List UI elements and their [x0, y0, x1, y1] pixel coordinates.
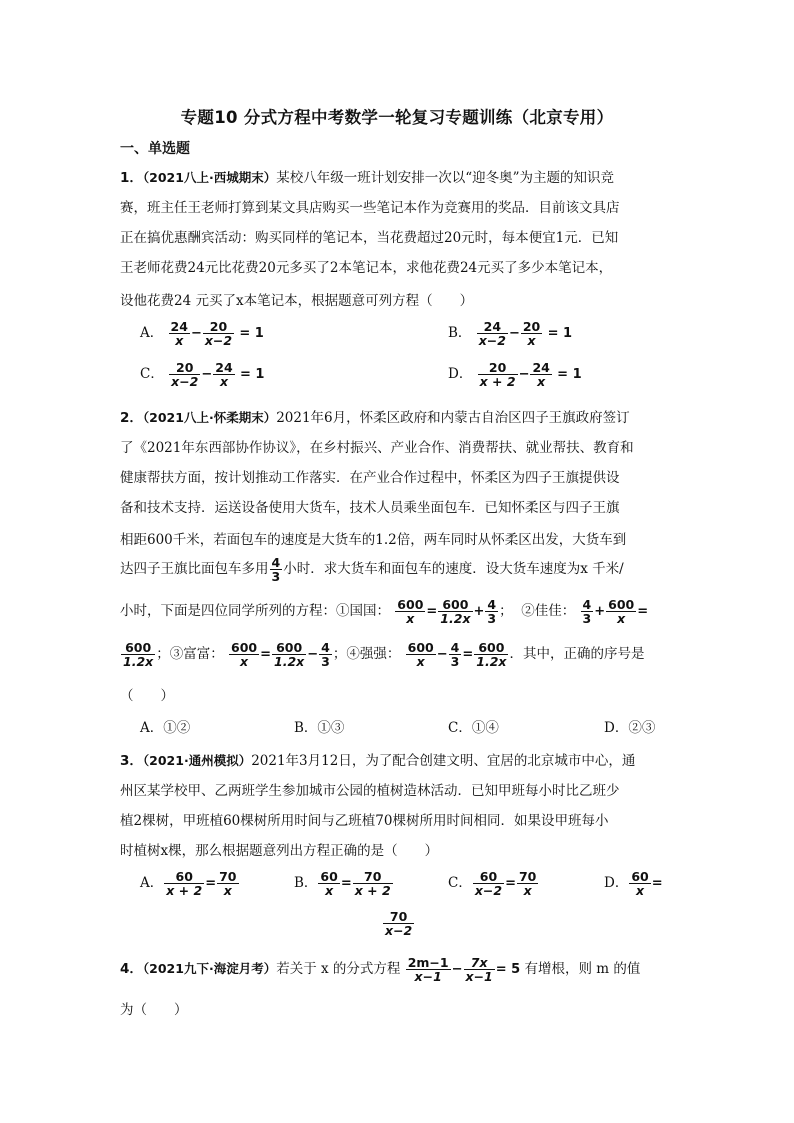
q1-line-3: 正在搞优惠酬宾活动：购买同样的笔记本，当花费超过20元时，每本便宜1元．已知 [120, 230, 619, 246]
q1-line-2: 赛，班主任王老师打算到某文具店购买一些笔记本作为竞赛用的奖品．目前该文具店 [120, 200, 620, 216]
q1-source: （2021八上·西城期末） [142, 170, 277, 185]
q1-line-1 [120, 166, 614, 186]
q1-option-d[interactable]: D． $\frac{20}{x + 2}$ − $\frac{24}{x}$ = 1 [448, 360, 582, 390]
q3-option-b[interactable]: B． $\frac{60}{x}$ = $\frac{70}{x + 2}$ [294, 869, 391, 899]
q2-source: （2021八上·怀柔期末） [142, 410, 277, 425]
q2-option-a[interactable]: A．①② [140, 720, 191, 736]
q3-option-c[interactable]: C． $\frac{60}{x-2}$ = $\frac{70}{x}$ [448, 869, 537, 899]
q1-option-b[interactable]: B． $\frac{24}{x-2}$ − $\frac{20}{x}$ = 1 [448, 319, 573, 349]
q3-line-1 [120, 749, 635, 769]
q1-option-a[interactable]: A． $\frac{24}{x}$ − $\frac{20}{x-2}$ = 1 [140, 319, 264, 349]
q4-source: （2021九下·海淀月考） [142, 961, 277, 977]
q2-line-2: 了《2021年东西部协作协议》，在乡村振兴、产业合作、消费帮扶、就业帮扶、教育和 [120, 440, 634, 456]
q3-line-3: 植2棵树，甲班植60棵树所用时间与乙班植70棵树所用时间相同．如果设甲班每小 [120, 813, 609, 829]
page-title: 专题10 分式方程中考数学一轮复习专题训练（北京专用） [180, 108, 614, 127]
section-heading: 一、单选题 [120, 141, 190, 157]
q2-option-b[interactable]: B．①③ [294, 720, 345, 736]
q2-number: 2． [120, 410, 143, 426]
q1-option-c[interactable]: C． $\frac{20}{x-2}$ − $\frac{24}{x}$ = 1 [140, 360, 265, 390]
q1-line-4: 王老师花费24元比花费20元多买了2本笔记本，求他花费24元买了多少本笔记本， [120, 260, 613, 276]
q4-line-2: 为（ ） [120, 1002, 188, 1018]
q3-number: 3． [120, 753, 143, 769]
q4-number: 4． [120, 961, 143, 978]
q2-line-6: 达四子王旗比面包车多用 $\frac{4}{3}$ 小时．求大货车和面包车的速度．设大货车速度为x 千米/ [120, 555, 624, 585]
q3-line-4: 时植树x棵，那么根据题意列出方程正确的是（ ） [120, 843, 439, 859]
q3-option-d[interactable]: D． $\frac{60}{x}$ = [604, 869, 663, 899]
q2-line-9: （ ） [120, 688, 174, 704]
q3-option-d-continued: $\frac{70}{x-2}$ [385, 909, 413, 939]
q2-option-c[interactable]: C．①④ [448, 720, 499, 736]
q1-line-5: 设他花费24 元买了x本笔记本，根据题意可列方程（ ） [120, 293, 474, 309]
q2-line-8: $\frac{600}{1.2x}$ ；③富富： $\frac{600}{x}$ = $\frac{600}{1.2x}$ − $\frac{4}{3}$ ；④强强： $\frac{600}{x}$ − $\frac{4}{3}$ = $\frac{600}{1.2x}$ ．其中，正确的序号是 [123, 640, 645, 670]
q1-text: 某校八年级一班计划安排一次以“迎冬奥”为主题的知识竞 [276, 170, 615, 186]
q1-number: 1． [120, 170, 143, 186]
q3-text: 2021年3月12日，为了配合创建文明、宜居的北京城市中心，通 [251, 753, 636, 769]
q3-line-2: 州区某学校甲、乙两班学生参加城市公园的植树造林活动．已知甲班每小时比乙班少 [120, 783, 620, 799]
q3-source: （2021·通州模拟） [142, 753, 252, 768]
q4-line-1: 4．（2021九下·海淀月考）若关于 x 的分式方程 $\frac{2m-1}{x-1}$ − $\frac{7x}{x-1}$ = 5 有增根，则 m 的值 [120, 955, 641, 985]
q2-line-5: 相距600千米，若面包车的速度是大货车的1.2倍，两车同时从怀柔区出发，大货车到 [120, 532, 627, 548]
q2-line-4: 备和技术支持．运送设备使用大货车，技术人员乘坐面包车．已知怀柔区与四子王旗 [120, 500, 620, 516]
q2-option-d[interactable]: D．②③ [604, 720, 656, 736]
q2-text: 2021年6月，怀柔区政府和内蒙古自治区四子王旗政府签订 [276, 410, 630, 426]
q3-option-a[interactable]: A． $\frac{60}{x + 2}$ = $\frac{70}{x}$ [140, 869, 237, 899]
q2-line-1 [120, 406, 630, 426]
q2-line-3: 健康帮扶方面，按计划推动工作落实．在产业合作过程中，怀柔区为四子王旗提供设 [120, 470, 620, 486]
q2-line-7: 小时，下面是四位同学所列的方程：①国国： $\frac{600}{x}$ = $\frac{600}{1.2x}$ + $\frac{4}{3}$ ； ②佳佳： $\frac{4}{3}$ + $\frac{600}{x}$ = [120, 597, 649, 627]
